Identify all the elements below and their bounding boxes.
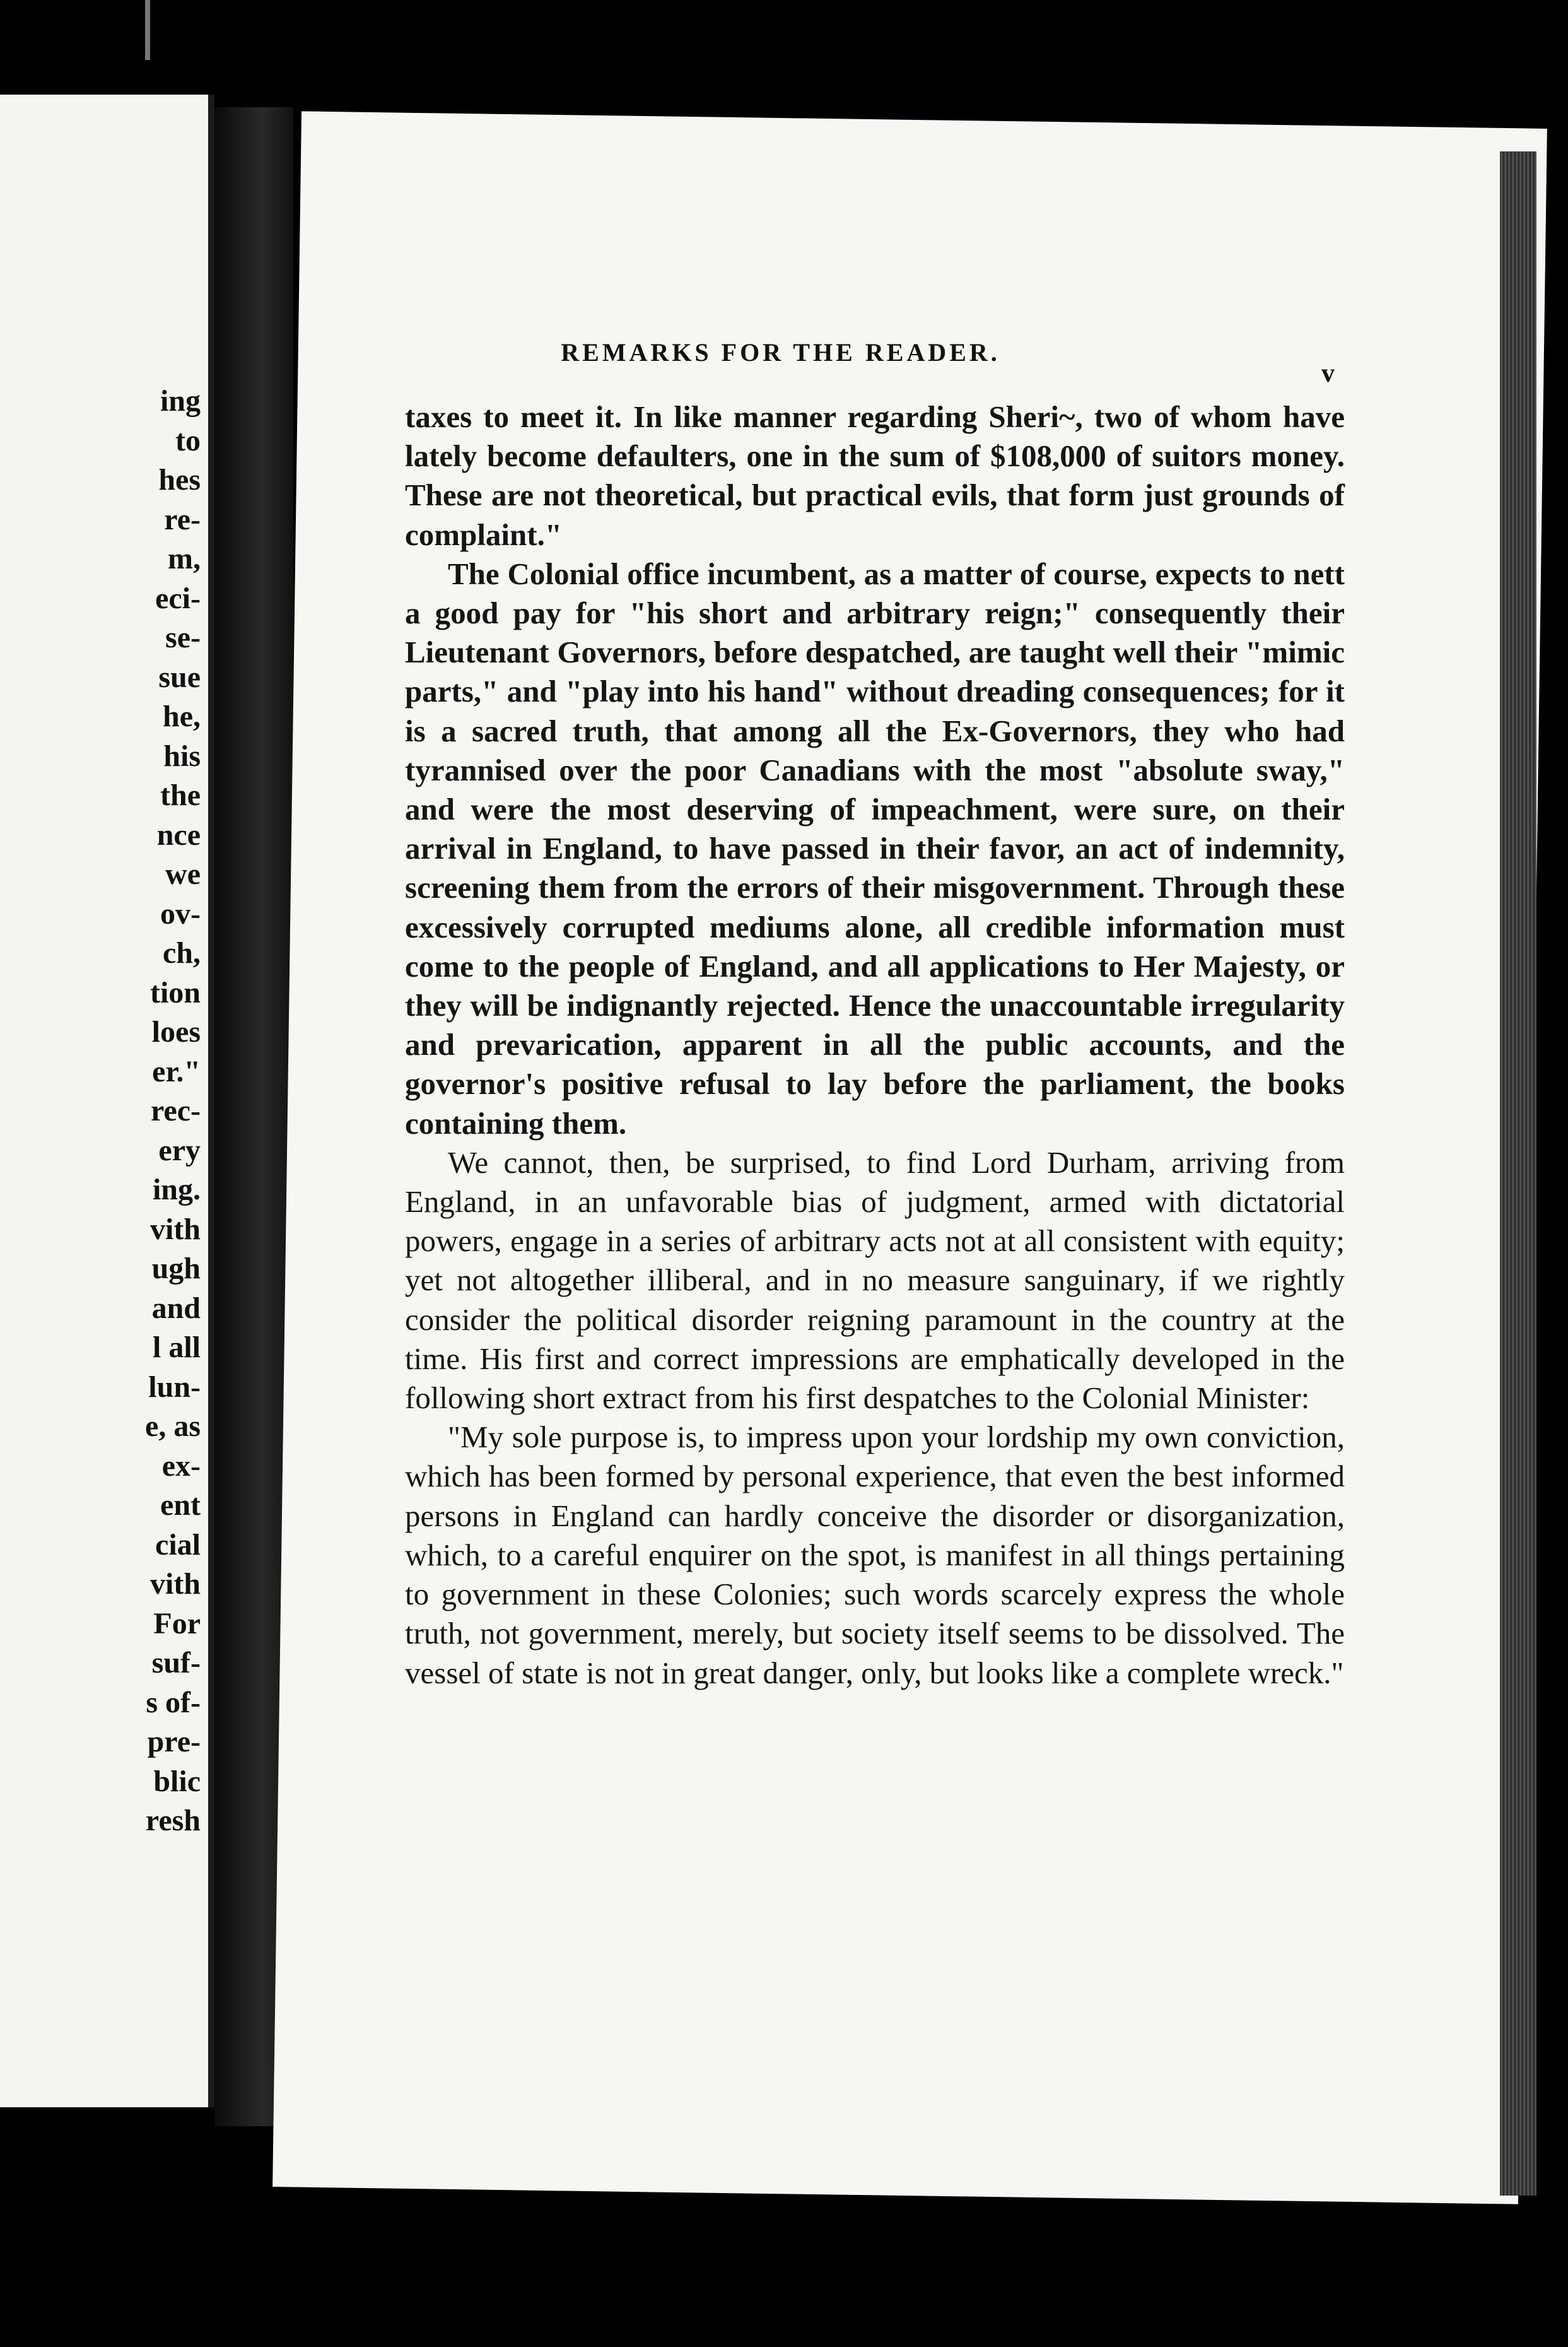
left-fragment: l all: [152, 1331, 201, 1364]
left-fragment: lun-: [148, 1370, 201, 1404]
left-fragment: ov-: [160, 897, 201, 931]
paragraph-colonial-office: The Colonial office incumbent, as a matter of course, expects to nett a good pay for "his short and arbitrary reign;" consequently their Lieutenant Governors, before despatched, are taught well their "mimic parts," and "play into his hand" without dreading consequences; for it is a sacred truth, that among all the Ex-Governors, they who had tyrannised over the poor Canadians with the most "absolute sway," and were the most deserving of impeachment, were sure, on their arrival in England, to have passed in their favor, an act of indemnity, screening them from the errors of their misgovernment. Through these excessively corrupted mediums alone, all credible information must come to the people of England, and all applications to Her Majesty, or they will be indignantly rejected. Hence the unaccountable irregularity and prevarication, apparent in all the public accounts, and the governor's positive refusal to lay before the parliament, the books containing them.: [405, 556, 1345, 1141]
left-fragment: ch,: [163, 936, 201, 970]
left-fragment: ing: [160, 384, 201, 418]
left-fragment: ent: [160, 1488, 201, 1522]
left-fragment: s of-: [146, 1685, 201, 1719]
left-fragment: the: [160, 779, 201, 812]
running-head: REMARKS FOR THE READER.: [561, 338, 1000, 367]
left-fragment: resh: [145, 1804, 201, 1837]
left-fragment: ery: [158, 1133, 201, 1167]
left-fragment: his: [163, 739, 201, 773]
left-fragment: vith: [149, 1567, 201, 1601]
left-fragment: eci-: [155, 581, 201, 615]
left-fragment: to: [175, 423, 201, 457]
body-text: [405, 397, 1345, 1693]
left-fragment: pre-: [147, 1725, 201, 1758]
left-fragment: se-: [165, 621, 201, 654]
left-fragment: blic: [153, 1764, 201, 1798]
left-fragment: loes: [151, 1015, 201, 1049]
left-fragment: suf-: [151, 1646, 201, 1679]
left-fragment: hes: [158, 463, 201, 497]
left-fragment: and: [151, 1291, 201, 1325]
left-fragment: nce: [156, 818, 201, 852]
paragraph-continuation: taxes to meet it. In like manner regarding Sheri~, two of whom have lately become defaulters, one in the sum of $108,000 of suitors money. These are not theoretical, but practical evils, that form just grounds of complaint.": [405, 399, 1345, 552]
left-fragment: ing.: [152, 1173, 201, 1206]
left-fragment: ex-: [161, 1449, 201, 1483]
left-fragment: we: [165, 857, 201, 891]
paragraph-lord-durham: We cannot, then, be surprised, to find Lord Durham, arriving from England, in an unfavorable bias of judgment, armed with dictatorial powers, engage in a series of arbitrary acts not at all consistent with equity; yet not altogether illiberal, and in no measure sanguinary, if we rightly consider the political disorder reigning paramount in the country at the time. His first and correct impressions are emphatically developed in the following short extract from his first despatches to the Colonial Minister:: [405, 1144, 1345, 1416]
left-fragment: tion: [149, 975, 201, 1009]
left-fragment: re-: [164, 502, 201, 536]
left-fragment: ugh: [151, 1252, 201, 1285]
left-page: [0, 95, 214, 2107]
page-edges: [1500, 151, 1536, 2196]
left-page-line-fragments: [145, 382, 201, 1841]
left-fragment: For: [153, 1606, 201, 1640]
left-fragment: er.": [152, 1054, 201, 1088]
left-fragment: cial: [155, 1527, 201, 1562]
paragraph-quotation: "My sole purpose is, to impress upon your lordship my own conviction, which has been formed by personal experience, that even the best informed persons in England can hardly conceive the disorder or disorganization, which, to a careful enquirer on the spot, is manifest in all things pertaining to government in these Colonies; such words scarcely express the whole truth, not government, merely, but society itself seems to be dissolved. The vessel of state is not in great danger, only, but looks like a complete wreck.": [405, 1420, 1345, 1690]
left-fragment: he,: [163, 700, 201, 733]
left-fragment: e, as: [145, 1409, 201, 1443]
left-fragment: sue: [158, 660, 201, 694]
page-number: v: [1321, 359, 1335, 388]
left-fragment: vith: [149, 1212, 201, 1246]
left-fragment: rec-: [150, 1094, 201, 1127]
edge-mark: [145, 0, 150, 60]
left-fragment: m,: [168, 542, 201, 575]
